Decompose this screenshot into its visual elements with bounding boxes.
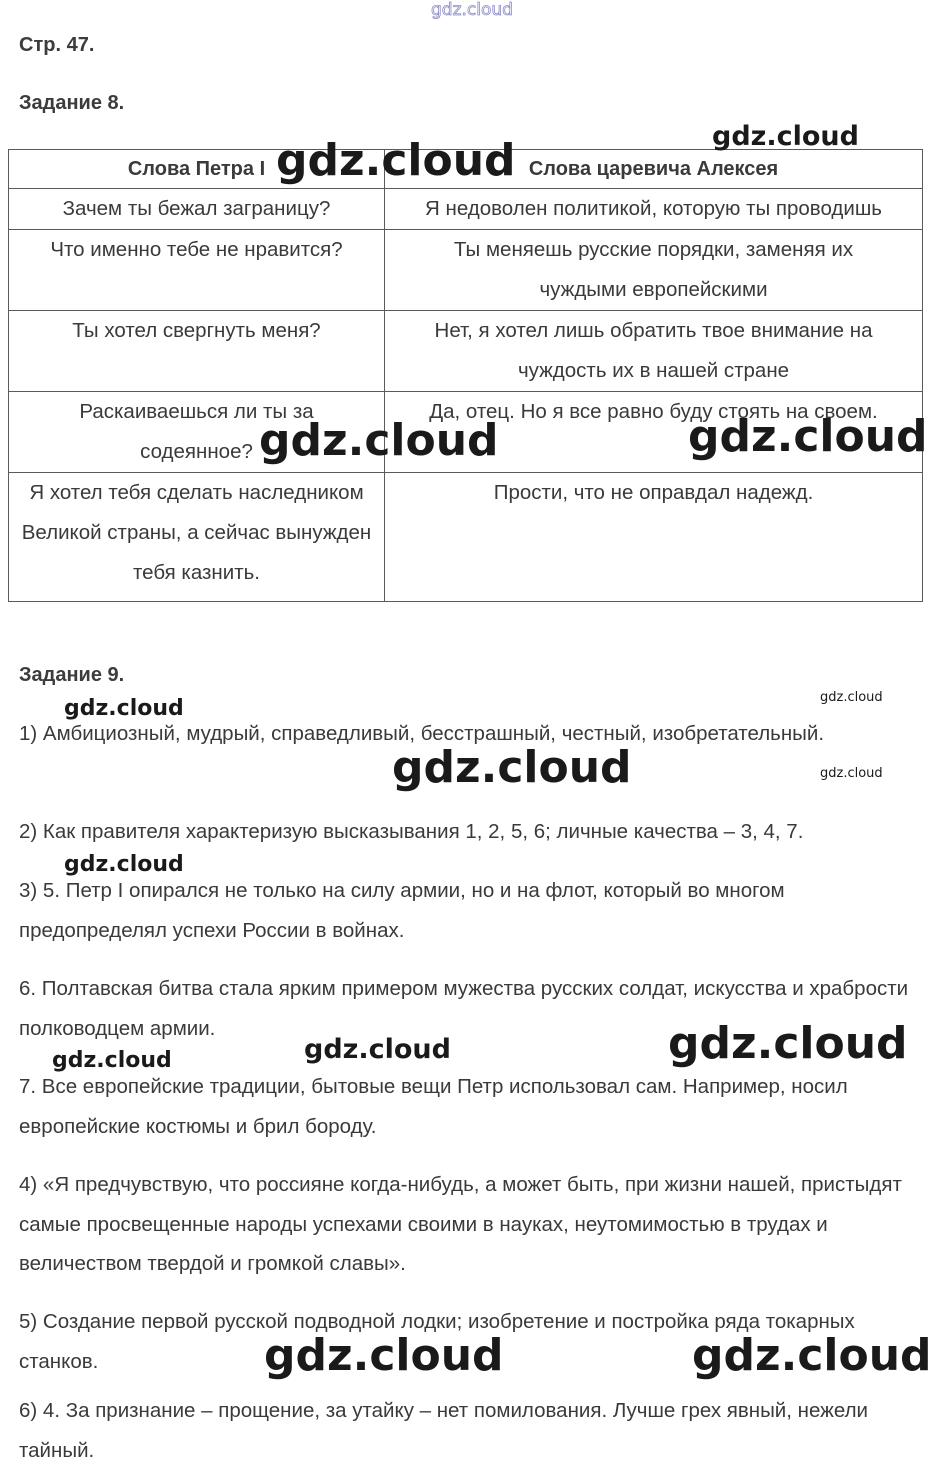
answer-paragraph: 3) 5. Петр I опирался не только на силу армии, но и на флот, который во многом предопределял успехи России в войнах.: [19, 879, 785, 942]
task8-title: Задание 8.: [19, 92, 125, 114]
answer-paragraph: 5) Создание первой русской подводной лодки; изобретение и постройка ряда токарных станков.: [19, 1310, 855, 1373]
answer-paragraph: 2) Как правителя характеризую высказывания 1, 2, 5, 6; личные качества – 3, 4, 7.: [19, 820, 804, 843]
table-cell-peter: Зачем ты бежал заграницу?: [9, 189, 385, 230]
table-header-peter: Слова Петра I: [9, 150, 385, 189]
table-row: [9, 311, 923, 392]
answer-paragraph: 6) 4. За признание – прощение, за утайку – нет помилования. Лучше грех явный, нежели тайный.: [19, 1399, 868, 1462]
table-cell-alexei: Да, отец. Но я все равно буду стоять на своем.: [385, 392, 923, 473]
answer-paragraph: 1) Амбициозный, мудрый, справедливый, бесстрашный, честный, изобретательный.: [19, 722, 825, 745]
table-cell-peter: Ты хотел свергнуть меня?: [9, 311, 385, 392]
table-cell-peter: Что именно тебе не нравится?: [9, 230, 385, 311]
table-row: [9, 473, 923, 602]
watermark: gdz.cloud: [712, 121, 859, 152]
answer-paragraph: 4) «Я предчувствую, что россияне когда-нибудь, а может быть, при жизни нашей, пристыдят самые просвещенные народы успехами своими в науках, неутомимостью в трудах и величеством твердой и громкой славы».: [19, 1173, 902, 1275]
watermark: gdz.cloud: [264, 1330, 504, 1381]
watermark: gdz.cloud: [820, 766, 883, 781]
watermark: gdz.cloud: [52, 1048, 172, 1073]
watermark: gdz.cloud: [688, 411, 928, 462]
watermark: gdz.cloud: [259, 415, 499, 466]
page-label: Стр. 47.: [19, 34, 95, 56]
table-cell-peter: Раскаиваешься ли ты за содеянное?: [9, 392, 385, 473]
dialogue-table: [8, 149, 923, 602]
answer-paragraph: 7. Все европейские традиции, бытовые вещи Петр использовал сам. Например, носил европейские костюмы и брил бороду.: [19, 1075, 848, 1138]
table-cell-peter: Я хотел тебя сделать наследником Великой страны, а сейчас вынужден тебя казнить.: [9, 473, 385, 602]
watermark: gdz.cloud: [64, 852, 184, 877]
table-cell-alexei: Прости, что не оправдал надежд.: [385, 473, 923, 602]
task9-title: Задание 9.: [19, 664, 125, 686]
watermark: gdz.cloud: [692, 1330, 932, 1381]
answer-paragraph: 6. Полтавская битва стала ярким примером мужества русских солдат, искусства и храбрости полководцем армии.: [19, 977, 909, 1040]
table-cell-alexei: Нет, я хотел лишь обратить твое внимание на чуждость их в нашей стране: [385, 311, 923, 392]
table-row: [9, 230, 923, 311]
watermark-top: gdz.cloud: [431, 0, 513, 20]
watermark: gdz.cloud: [668, 1018, 908, 1069]
table-row: [9, 189, 923, 230]
table-cell-alexei: Ты меняешь русские порядки, заменяя их чуждыми европейскими: [385, 230, 923, 311]
watermark: gdz.cloud: [820, 690, 883, 705]
watermark: gdz.cloud: [276, 135, 516, 186]
watermark: gdz.cloud: [64, 696, 184, 721]
watermark: gdz.cloud: [304, 1034, 451, 1065]
table-header-alexei: Слова царевича Алексея: [385, 150, 923, 189]
table-cell-alexei: Я недоволен политикой, которую ты проводишь: [385, 189, 923, 230]
watermark: gdz.cloud: [392, 742, 632, 793]
